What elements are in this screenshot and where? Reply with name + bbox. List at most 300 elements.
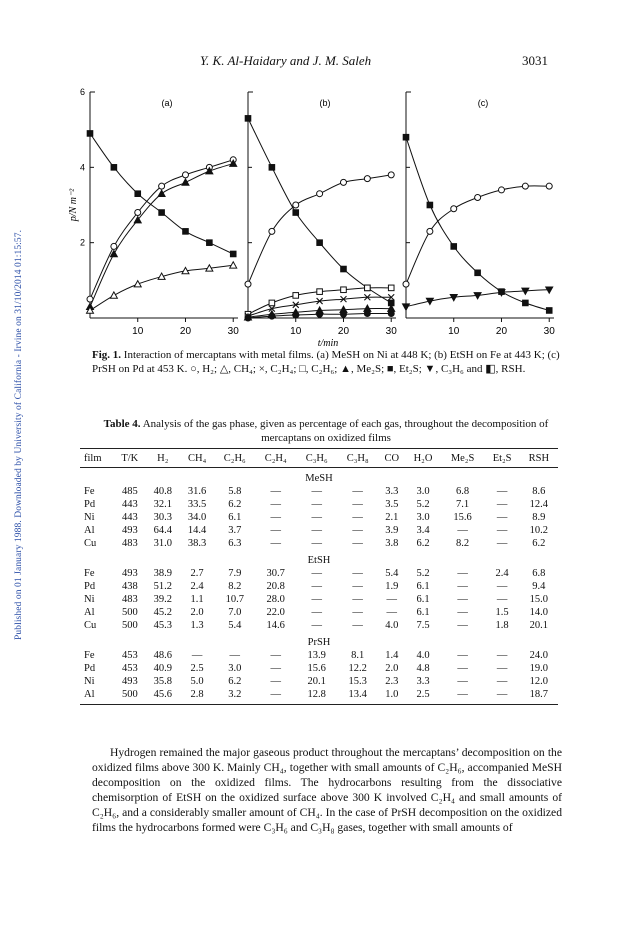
table-cell: 14.0 [529, 607, 549, 618]
table-title-text: Analysis of the gas phase, given as percentage of each gas, throughout the decomposition of mercaptans on oxidized films [142, 418, 549, 444]
y-tick-label: 4 [79, 162, 85, 173]
table-cell: 3.0 [416, 486, 430, 497]
table-cell: 9.4 [532, 581, 546, 592]
table-cell: 2.4 [190, 581, 204, 592]
table-cell: 28.0 [266, 594, 285, 605]
table-cell: 14.4 [187, 525, 207, 536]
table-cell: 453 [121, 663, 138, 674]
table-cell: 6.1 [228, 512, 242, 523]
data-point-open-circle [403, 281, 409, 287]
table-cell: 7.0 [228, 607, 242, 618]
data-point-filled-circle [364, 310, 370, 316]
table-cell: 7.1 [456, 499, 470, 510]
table-cell: — [311, 538, 322, 549]
data-point-open-square [269, 300, 275, 306]
table-cell: 7.9 [228, 568, 242, 579]
table-row [80, 498, 558, 511]
data-point-open-circle [111, 243, 117, 249]
data-point-open-circle [269, 228, 275, 234]
body-text [92, 745, 562, 835]
table-cell: 31.0 [153, 538, 172, 549]
table-header-row [80, 449, 558, 468]
table-cell: — [496, 486, 508, 497]
table-cell: — [386, 594, 398, 605]
data-point-filled-square [87, 131, 93, 137]
table-cell: 51.2 [153, 581, 172, 592]
table-cell: 3.3 [416, 676, 430, 687]
data-point-open-circle [182, 172, 188, 178]
table-cell: 1.8 [495, 620, 509, 631]
column-header: Me₂S [441, 449, 485, 468]
table-cell: 500 [121, 620, 138, 631]
table-cell: — [457, 650, 468, 661]
data-point-filled-square [341, 266, 347, 272]
table-cell: — [352, 525, 363, 536]
column-header: C₂H₄ [255, 449, 296, 468]
table-cell: 500 [114, 688, 146, 705]
table-cell: — [496, 499, 508, 510]
table-cell: 1.0 [378, 688, 405, 705]
table-cell: Ni [84, 512, 95, 523]
table-cell: 40.8 [153, 486, 172, 497]
table-cell: 12.0 [529, 676, 549, 687]
table-cell: — [311, 594, 322, 605]
table-cell: 3.8 [385, 538, 399, 549]
table-cell: 3.2 [214, 688, 255, 705]
table-cell: 20.1 [307, 676, 326, 687]
x-tick-label: 30 [385, 326, 397, 337]
table-cell: — [270, 663, 281, 674]
data-point-open-circle [498, 187, 504, 193]
table-cell: 6.8 [532, 568, 546, 579]
data-point-open-circle [427, 228, 433, 234]
table-title [92, 417, 560, 445]
table-cell: — [496, 676, 508, 687]
y-tick-label: 2 [79, 237, 85, 248]
table-cell: — [457, 663, 468, 674]
table-cell: — [457, 676, 468, 687]
table-cell: 1.3 [190, 620, 204, 631]
data-point-filled-square [293, 210, 299, 216]
panel-3 [403, 92, 556, 337]
table-cell: 18.7 [520, 688, 558, 705]
table-cell: 32.1 [153, 499, 172, 510]
x-tick-label: 20 [337, 326, 350, 337]
data-point-open-circle [451, 206, 457, 212]
table-cell: 3.4 [416, 525, 430, 536]
table-row [80, 511, 558, 524]
table-cell: 31.6 [187, 486, 207, 497]
table-cell: 6.2 [228, 499, 242, 510]
data-point-filled-square [183, 229, 189, 235]
table-cell: 10.2 [529, 525, 549, 536]
table-cell: 15.6 [307, 663, 326, 674]
table-cell: — [311, 568, 322, 579]
figure-1-plot [68, 80, 570, 349]
column-header: H₂ [146, 449, 180, 468]
table-cell: — [311, 607, 322, 618]
table-cell: 20.1 [529, 620, 549, 631]
table-cell: 4.8 [416, 663, 430, 674]
data-point-filled-square [111, 165, 117, 171]
data-point-filled-circle [388, 310, 394, 316]
data-point-filled-square [245, 116, 251, 122]
table-cell: 12.8 [296, 688, 337, 705]
data-point-filled-inverted-triangle [403, 304, 410, 310]
data-point-open-circle [340, 179, 346, 185]
table-cell: — [457, 620, 468, 631]
table-cell: 1.9 [385, 581, 399, 592]
table-cell: 45.2 [153, 607, 172, 618]
table-cell: 35.8 [153, 676, 172, 687]
table-cell: 4.0 [385, 620, 399, 631]
table-cell: 3.0 [228, 663, 242, 674]
data-point-open-circle [522, 183, 528, 189]
table-cell: — [270, 525, 281, 536]
table-row [80, 649, 558, 662]
table-cell: — [496, 594, 508, 605]
table-cell: — [270, 486, 281, 497]
table-cell: 438 [121, 581, 138, 592]
table-row [80, 537, 558, 550]
table-cell: — [352, 581, 363, 592]
running-head [0, 53, 624, 73]
table-cell: — [457, 581, 468, 592]
data-point-open-circle [135, 210, 141, 216]
data-point-filled-square [317, 240, 323, 246]
data-point-filled-circle [293, 312, 299, 318]
data-point-filled-square [451, 244, 457, 250]
table-cell: 443 [121, 512, 138, 523]
table-cell: 45.3 [153, 620, 172, 631]
column-header: Et₂S [485, 449, 520, 468]
table-cell: Fe [84, 650, 95, 661]
table-cell: 8.2 [228, 581, 242, 592]
table-row [80, 619, 558, 632]
table-cell: 15.0 [529, 594, 549, 605]
body-paragraph: Hydrogen remained the major gaseous product throughout the mercaptans’ decomposition on the oxidized films above 300 K. Mainly CH₄, together with small amounts of C₂H₆, accompanied MeSH decomposition on the oxidized films. The hydrocarbons resulting from the dissociative chemisorption of EtSH on the oxidized surface above 300 K involved C₂H₄ and small amounts of C₂H₆, and a considerably smaller amount of CH₄. In the case of PrSH decomposition on the oxidized films the hydrocarbons formed were C₃H₆ and C₃H₈ gases, together with small amounts of [92, 746, 562, 834]
table-cell: — [270, 538, 281, 549]
x-axis-label: t/min [317, 338, 339, 349]
table-cell: 7.5 [416, 620, 430, 631]
data-point-filled-square [269, 165, 275, 171]
x-tick-label: 30 [543, 326, 555, 337]
data-point-filled-triangle [158, 190, 165, 196]
table-cell: — [311, 486, 322, 497]
table-group-name: EtSH [307, 555, 331, 566]
data-point-filled-triangle [182, 179, 189, 185]
table-group-name: MeSH [305, 473, 333, 484]
data-point-filled-square [403, 134, 409, 140]
data-point-filled-square [546, 308, 552, 314]
table-cell: 13.9 [307, 650, 326, 661]
x-tick-label: 20 [495, 326, 508, 337]
table-cell: — [496, 538, 508, 549]
table-cell: — [311, 525, 322, 536]
column-header: C₃H₈ [337, 449, 378, 468]
table-cell: — [311, 512, 322, 523]
y-tick-label: 6 [79, 87, 85, 97]
table-cell: 1.1 [190, 594, 204, 605]
table-cell: — [457, 525, 468, 536]
panel-2 [245, 92, 398, 337]
table-cell: — [352, 568, 363, 579]
table-group-row [80, 632, 558, 649]
table-cell: — [496, 525, 508, 536]
table-cell: 2.5 [405, 688, 440, 705]
data-point-filled-square [230, 251, 236, 257]
column-header: H₂O [405, 449, 440, 468]
data-point-open-circle [245, 281, 251, 287]
figure-caption-label: Fig. 1. [92, 349, 122, 361]
table-row [80, 662, 558, 675]
series-line [406, 137, 549, 310]
table-cell: 39.2 [153, 594, 172, 605]
table-cell: — [485, 688, 520, 705]
table-cell: 6.2 [416, 538, 430, 549]
column-header: RSH [520, 449, 558, 468]
table-row [80, 485, 558, 498]
table-cell: — [270, 499, 281, 510]
table-cell: 493 [121, 676, 138, 687]
table-cell: Fe [84, 568, 95, 579]
column-header: C₃H₆ [296, 449, 337, 468]
table-cell: 8.9 [532, 512, 546, 523]
table-cell: 45.6 [146, 688, 180, 705]
table-cell: 2.8 [180, 688, 214, 705]
table-cell: — [386, 607, 398, 618]
table-cell: 48.6 [153, 650, 172, 661]
panel-label: (b) [319, 98, 331, 108]
table-cell: — [270, 512, 281, 523]
table-cell: 10.7 [225, 594, 244, 605]
table-cell: — [352, 512, 363, 523]
table-cell: 3.9 [385, 525, 399, 536]
table-cell: 493 [121, 568, 138, 579]
table-cell: — [311, 581, 322, 592]
table-cell: 2.3 [385, 676, 399, 687]
table-cell: 443 [121, 499, 138, 510]
data-point-filled-circle [340, 311, 346, 317]
data-point-open-square [365, 285, 371, 291]
table-cell: 483 [121, 538, 138, 549]
data-point-filled-square [475, 270, 481, 276]
table-row [80, 524, 558, 537]
table-cell: Fe [84, 486, 95, 497]
table-cell: — [457, 607, 468, 618]
table-cell: 5.2 [416, 499, 430, 510]
table-cell: 3.5 [385, 499, 399, 510]
data-point-open-triangle [110, 292, 117, 298]
column-header: CH₄ [180, 449, 214, 468]
table-cell: 33.5 [187, 499, 207, 510]
table-cell: Al [80, 688, 114, 705]
table-cell: — [457, 568, 468, 579]
table-cell: 15.3 [348, 676, 367, 687]
table-cell: 6.2 [532, 538, 546, 549]
table-cell: 5.2 [416, 568, 430, 579]
table-cell: 6.1 [416, 607, 430, 618]
x-tick-label: 20 [179, 326, 192, 337]
table-cell: 483 [121, 594, 138, 605]
table-cell: Pd [84, 581, 96, 592]
table-cell: Al [84, 525, 95, 536]
table-cell: — [229, 650, 241, 661]
table-cell: Ni [84, 676, 95, 687]
table-cell: 19.0 [529, 663, 549, 674]
x-tick-label: 10 [448, 326, 460, 337]
table-cell: 12.4 [529, 499, 549, 510]
table-row [80, 567, 558, 580]
data-point-filled-square [207, 240, 213, 246]
table-cell: Cu [84, 538, 97, 549]
table-cell: Cu [84, 620, 97, 631]
table-cell: 493 [121, 525, 138, 536]
table-cell: 3.3 [385, 486, 399, 497]
table-cell: — [352, 499, 363, 510]
table-row [80, 593, 558, 606]
figure-caption-text: Interaction of mercaptans with metal films. (a) MeSH on Ni at 448 K; (b) EtSH on Fe at 443 K; (c) PrSH on Pd at 453 K. ○, H₂; △, CH₄; ×, C₂H₄; □, C₂H₆; ▲, Me₂S; ■, Et₂S; ▼, C₃H₆ and ◧, RSH. [92, 349, 560, 375]
table-cell: — [352, 594, 363, 605]
data-point-filled-circle [245, 315, 251, 321]
table-cell: — [496, 581, 508, 592]
page-number: 3031 [522, 53, 548, 68]
table-cell: 38.9 [153, 568, 172, 579]
table-cell: 8.1 [351, 650, 365, 661]
table-group-row [80, 468, 558, 486]
table-cell: 30.3 [153, 512, 172, 523]
table-cell: — [496, 650, 508, 661]
table-row [80, 688, 558, 705]
table-cell: Ni [84, 594, 95, 605]
y-axis-label: p/N m⁻² [68, 188, 79, 222]
table-cell: 485 [121, 486, 138, 497]
data-point-open-circle [317, 191, 323, 197]
column-header: C₂H₆ [214, 449, 255, 468]
x-tick-label: 10 [290, 326, 302, 337]
table-cell: 30.7 [266, 568, 285, 579]
table-cell: 15.6 [453, 512, 472, 523]
table-cell: — [191, 650, 203, 661]
table-cell: 2.7 [190, 568, 204, 579]
x-tick-label: 30 [227, 326, 239, 337]
data-point-open-circle [388, 172, 394, 178]
table-cell: 2.4 [495, 568, 509, 579]
table-cell: 34.0 [187, 512, 207, 523]
series-line [248, 118, 391, 303]
table-cell: 2.1 [385, 512, 399, 523]
table-cell: — [496, 663, 508, 674]
gas-analysis-table [80, 448, 558, 705]
table-cell: 2.0 [190, 607, 204, 618]
table-cell: 5.8 [228, 486, 242, 497]
data-point-open-circle [159, 183, 165, 189]
table-cell: 40.9 [153, 663, 172, 674]
table-cell: 13.4 [337, 688, 378, 705]
table-cell: 500 [121, 607, 138, 618]
figure-caption [92, 348, 560, 376]
data-point-open-circle [475, 194, 481, 200]
table-cell: 6.2 [228, 676, 242, 687]
data-point-open-square [317, 289, 323, 295]
table-cell: — [311, 499, 322, 510]
table-cell: Pd [84, 499, 96, 510]
table-cell: 12.2 [348, 663, 367, 674]
table-cell: — [270, 650, 281, 661]
data-point-open-square [388, 285, 394, 291]
table-title-label: Table 4. [103, 418, 141, 430]
data-point-open-square [341, 287, 347, 293]
data-point-filled-circle [317, 311, 323, 317]
data-point-filled-square [523, 300, 529, 306]
table-cell: 8.2 [456, 538, 470, 549]
data-point-filled-square [427, 202, 433, 208]
table-cell: — [496, 512, 508, 523]
table-cell: 2.5 [190, 663, 204, 674]
table-cell: — [270, 676, 281, 687]
table-cell: 20.8 [266, 581, 285, 592]
table-cell: 24.0 [529, 650, 549, 661]
table-cell: 2.0 [385, 663, 399, 674]
panel-label: (a) [161, 98, 173, 108]
table-cell: — [311, 620, 322, 631]
table-cell: 6.3 [228, 538, 242, 549]
table-cell: 6.1 [416, 594, 430, 605]
data-point-open-square [293, 293, 299, 299]
table-cell: — [352, 607, 363, 618]
table-cell: 1.5 [495, 607, 509, 618]
table-group-name: PrSH [307, 637, 331, 648]
data-point-open-triangle [134, 281, 141, 287]
table-cell: — [457, 594, 468, 605]
table-cell: 64.4 [153, 525, 172, 536]
table-cell: — [255, 688, 296, 705]
data-point-filled-square [135, 191, 141, 197]
data-point-filled-square [159, 210, 165, 216]
panel-label: (c) [477, 98, 489, 108]
table-row [80, 675, 558, 688]
table-cell: 5.4 [385, 568, 399, 579]
data-point-open-circle [293, 202, 299, 208]
x-tick-label: 10 [132, 326, 144, 337]
table-cell: — [441, 688, 485, 705]
table-cell: — [352, 620, 363, 631]
data-point-open-circle [546, 183, 552, 189]
table-body [80, 468, 558, 705]
table-cell: 14.6 [266, 620, 285, 631]
table-cell: 3.7 [228, 525, 242, 536]
table-group-row [80, 550, 558, 567]
table-cell: 6.1 [416, 581, 430, 592]
table-cell: Al [84, 607, 95, 618]
data-point-filled-circle [269, 313, 275, 319]
panel-1 [80, 87, 239, 337]
table-cell: — [352, 486, 363, 497]
table-cell: 453 [121, 650, 138, 661]
table-row [80, 580, 558, 593]
download-watermark-text: Published on 01 January 1988. Downloaded by University of California - Irvine on 31/10/2014 01:15:57. [14, 229, 24, 640]
table-cell: 6.8 [456, 486, 470, 497]
column-header: CO [378, 449, 405, 468]
table-cell: Pd [84, 663, 96, 674]
table-cell: 3.0 [416, 512, 430, 523]
data-point-open-triangle [230, 262, 237, 268]
table-cell: 4.0 [416, 650, 430, 661]
table-cell: 5.4 [228, 620, 242, 631]
column-header: T/K [114, 449, 146, 468]
table-cell: 1.4 [385, 650, 399, 661]
download-watermark [2, 120, 24, 640]
